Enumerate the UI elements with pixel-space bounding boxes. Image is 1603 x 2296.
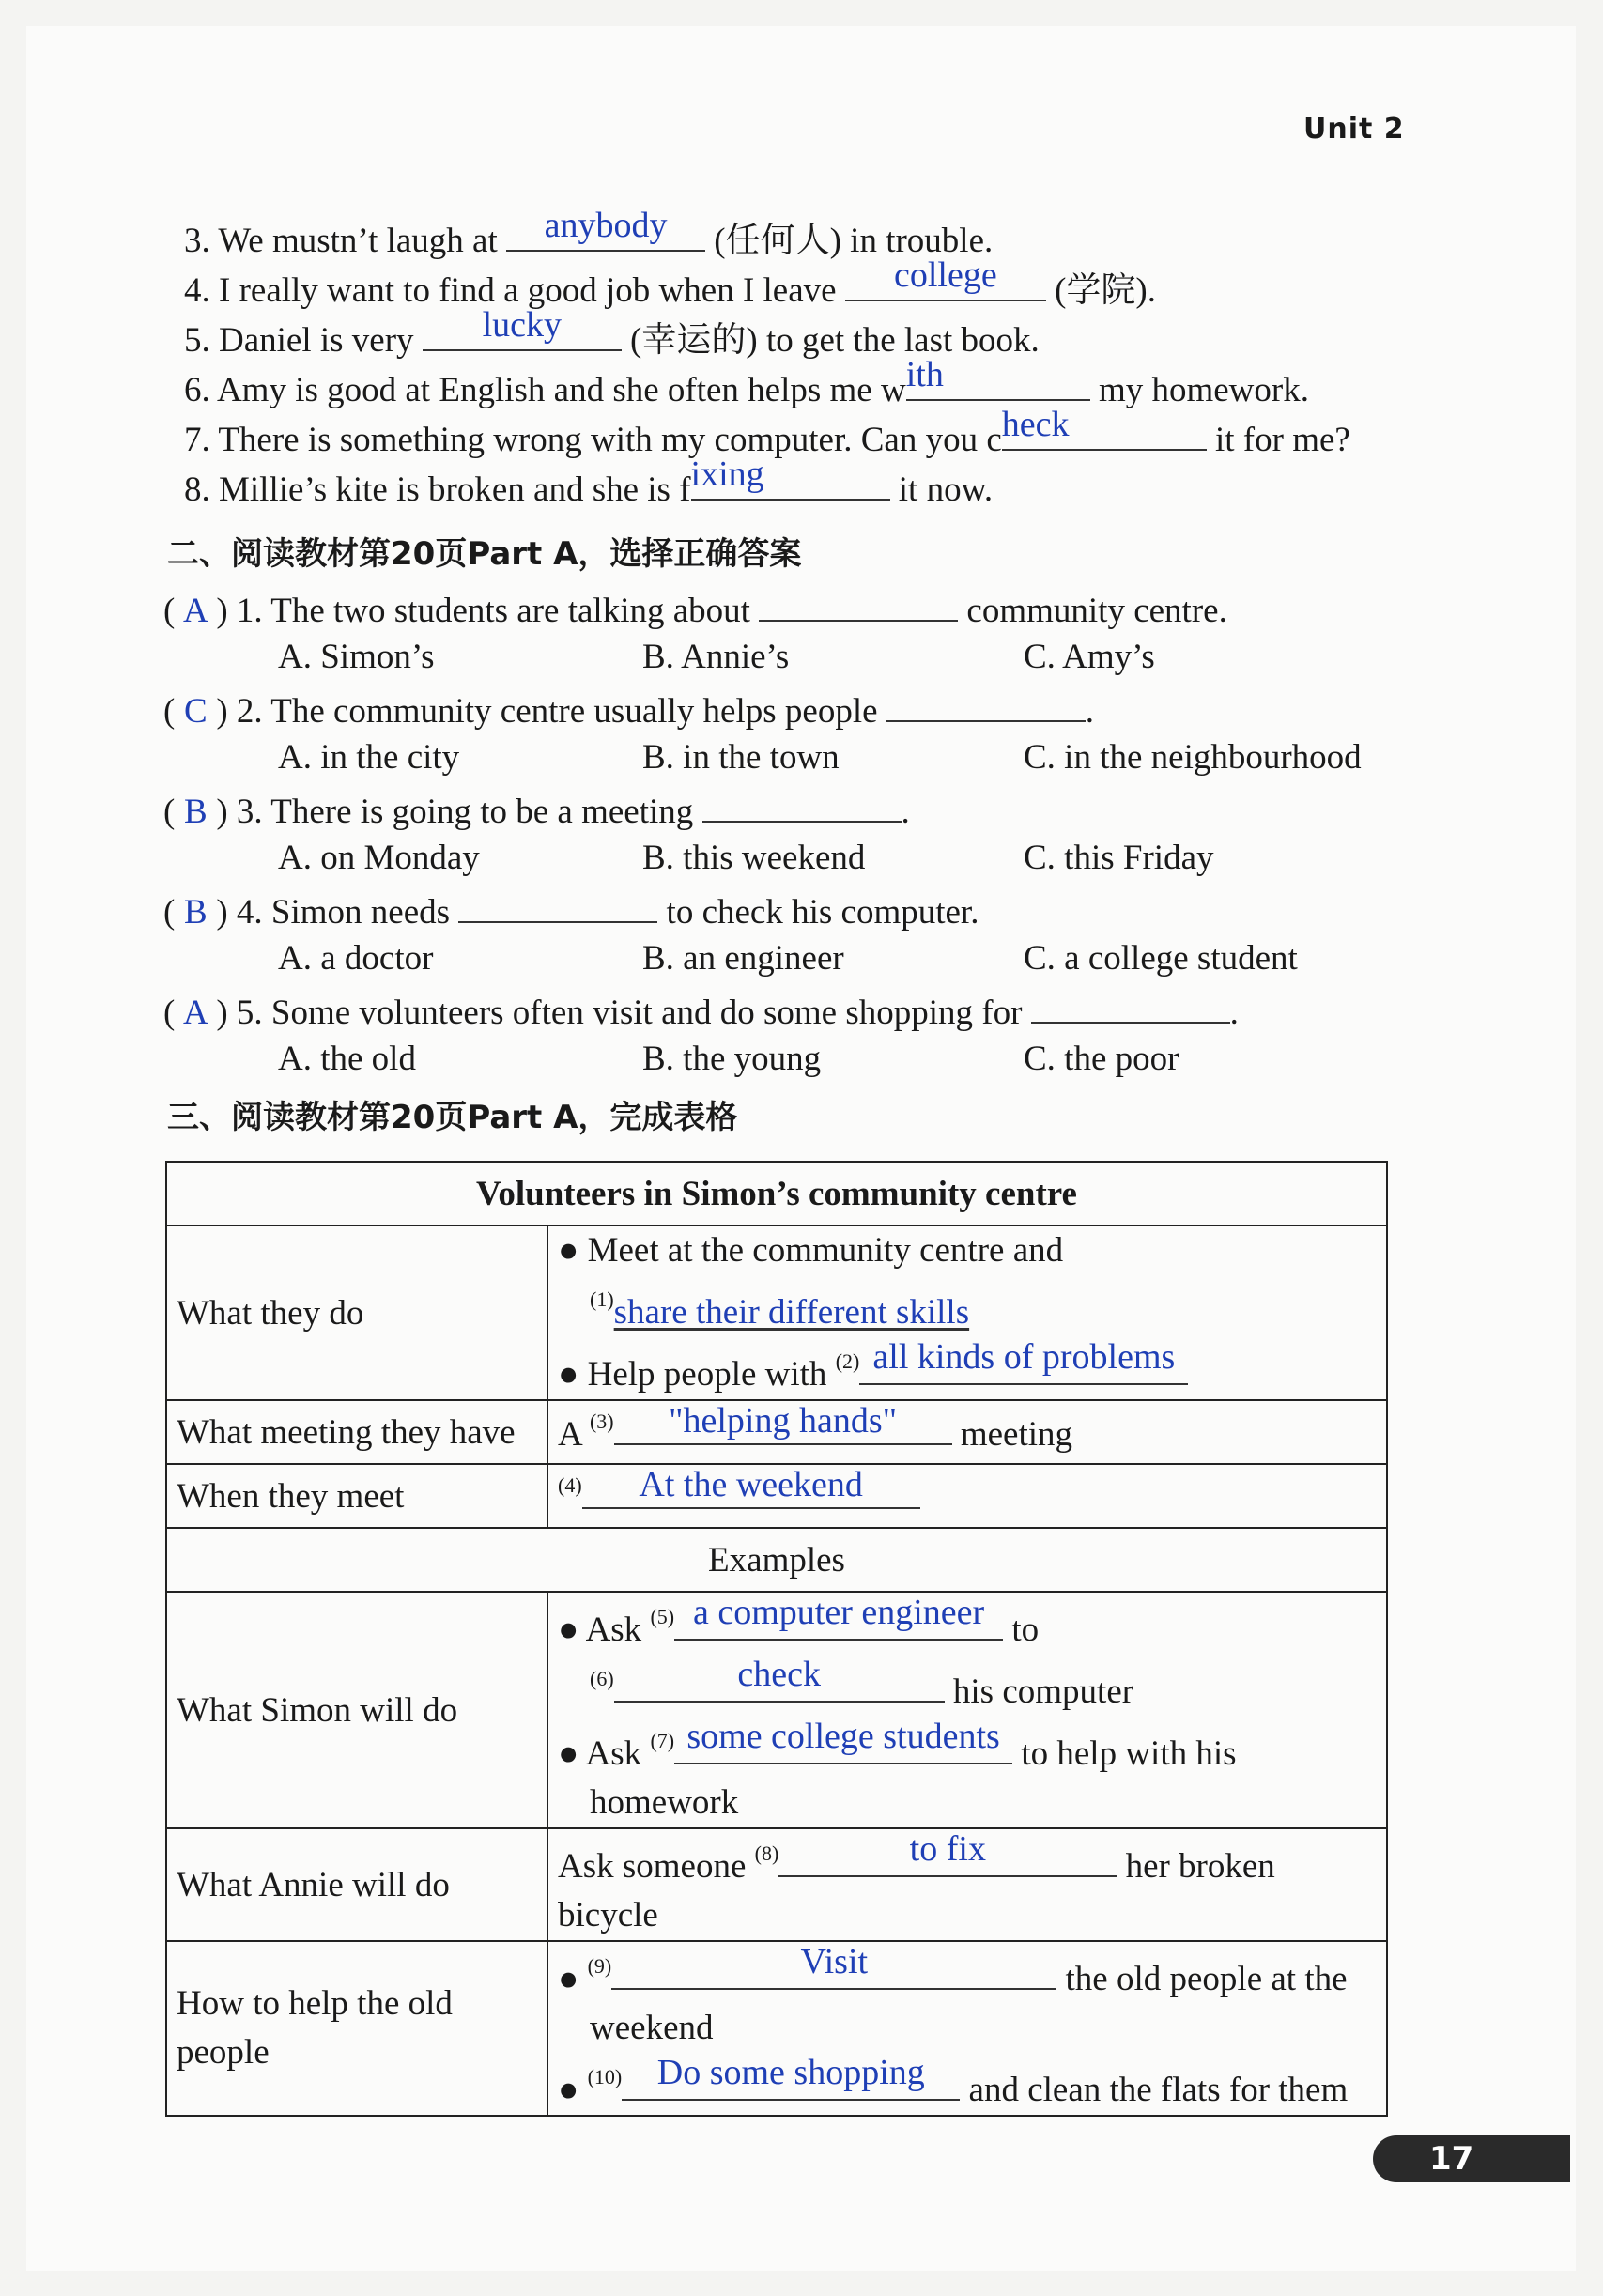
option-a: A. on Monday [278,839,480,877]
bullet-cont: weekend [590,2009,714,2047]
cell-text: meeting [960,1415,1073,1454]
handwritten-answer: to fix [909,1829,986,1869]
option-b: B. this weekend [642,839,866,877]
bullet-item: ● $^{(10)}$ Do some shopping and clean the flats for them [558,2053,1377,2115]
page-number: 17 [1373,2135,1570,2182]
option-a: A. a doctor [278,939,434,978]
fill-text: 3. We mustn’t laugh at [184,222,507,260]
fill-text: 7. There is something wrong with my computer. Can you c [184,421,1002,459]
option-b: B. an engineer [642,939,844,978]
option-b: B. the young [642,1040,822,1078]
question-tail: . [901,793,910,831]
option-a: A. the old [278,1040,416,1078]
mc-question-2: ( C ) 2. The community centre usually helps people . [163,686,1094,734]
mc-question-1: ( A ) 1. The two students are talking about community centre. [163,586,1227,634]
question-blank [702,787,902,823]
row-content [547,1828,1387,1941]
option-b: B. Annie’s [642,638,790,676]
handwritten-answer: Visit [800,1942,869,1981]
bullet-cont [558,1655,1377,1717]
bullet-item: ● Help people with $^{(2)}$ all kinds of problems [558,1337,1377,1399]
option-a: A. Simon’s [278,638,435,676]
fill-text: 5. Daniel is very [184,321,423,360]
bullet-cont: homework [590,1783,739,1822]
table-row [166,1464,1387,1528]
bullet-item: ● Ask $^{(5)}$ a computer engineer to [558,1593,1377,1655]
table-row [166,1592,1387,1828]
cell-text: A [558,1415,581,1454]
blank-number: (5) [650,1605,675,1628]
mc-question-5: ( A ) 5. Some volunteers often visit and do some shopping for . [163,988,1239,1036]
fill-text: 8. Millie’s kite is broken and she is f [184,470,691,509]
handwritten-answer: ixing [690,455,764,494]
handwritten-answer: Do some shopping [656,2053,925,2092]
question-stem: 4. Simon needs [236,893,451,932]
fill-text: (学院). [1045,271,1156,310]
fill-text: it now. [889,470,994,509]
cell-text: Ask [585,1610,642,1649]
option-c: C. a college student [1024,939,1298,978]
fill-text: 6. Amy is good at English and she often helps me w [184,371,906,409]
question-stem: 1. The two students are talking about [236,592,750,630]
handwritten-answer: lucky [482,305,563,345]
answer-blank[interactable] [1001,405,1207,451]
question-blank [458,887,657,923]
answer-blank[interactable] [690,455,890,501]
chosen-answer[interactable]: A [182,994,208,1032]
cell-text: Ask someone [558,1847,747,1886]
chosen-answer[interactable]: C [183,692,208,731]
blank-number: (2) [835,1349,860,1373]
table-row [166,1225,1387,1400]
examples-label: Examples [166,1528,1387,1592]
question-stem: 5. Some volunteers often visit and do some shopping for [236,994,1023,1032]
option-c: C. this Friday [1024,839,1214,877]
table-title: Volunteers in Simon’s community centre [166,1162,1387,1225]
blank-number: (10) [587,2065,623,2088]
blank-number: (8) [754,1841,779,1865]
answer-blank[interactable] [905,355,1090,401]
option-c: C. in the neighbourhood [1024,738,1362,777]
cell-text: to help with his [1021,1734,1237,1773]
question-tail: to check his computer. [666,893,979,932]
row-content [547,1941,1387,2116]
fill-text: it for me? [1206,421,1350,459]
fill-line-8 [184,455,994,513]
table-row [166,1941,1387,2116]
handwritten-answer: ith [905,355,944,394]
blank-number: (6) [590,1667,614,1690]
bullet-cont [558,1275,1377,1337]
answer-blank[interactable] [614,1655,945,1703]
option-b: B. in the town [642,738,840,777]
bullet-item: ● Meet at the community centre and [558,1231,1064,1270]
question-tail: . [1229,994,1239,1032]
row-content [547,1400,1387,1464]
cell-line [558,1829,1377,1891]
bullet-item: ● Ask $^{(7)}$ some college students to help with his [558,1717,1377,1779]
row-content [547,1464,1387,1528]
answer-blank[interactable] [845,255,1046,301]
cell-text: her broken [1125,1847,1275,1886]
answer-blank[interactable] [622,2053,960,2101]
fill-text: (幸运的) to get the last book. [621,321,1040,360]
answer-blank[interactable] [674,1717,1012,1764]
cell-text: his computer [952,1672,1134,1711]
fill-text: 4. I really want to find a good job when I leave [184,271,845,310]
handwritten-answer: "helping hands" [669,1401,898,1441]
handwritten-answer: heck [1001,405,1070,444]
fill-text: my homework. [1089,371,1309,409]
blank-number: (7) [650,1729,675,1752]
chosen-answer[interactable]: B [183,893,208,932]
volunteer-table [165,1161,1388,2117]
bullet-text: Help people with [587,1355,827,1394]
mc-question-3: ( B ) 3. There is going to be a meeting . [163,787,910,835]
option-c: C. Amy’s [1024,638,1155,676]
question-stem: 3. There is going to be a meeting [236,793,694,831]
blank-number: (1) [590,1287,614,1311]
question-stem: 2. The community centre usually helps people [236,692,878,731]
mc-question-4: ( B ) 4. Simon needs to check his computer. [163,887,979,935]
row-content [547,1592,1387,1828]
section-2-title: 二、阅读教材第20页Part A，选择正确答案 [167,535,802,573]
cell-line: bicycle [558,1896,658,1934]
answer-blank[interactable] [778,1829,1117,1877]
answer-blank[interactable] [614,1401,952,1445]
question-blank [1031,988,1230,1024]
handwritten-answer: all kinds of problems [872,1337,1176,1377]
unit-label: Unit 2 [1303,113,1405,146]
row-label: What they do [166,1225,547,1400]
row-label: What meeting they have [166,1400,547,1464]
question-blank [759,586,958,622]
handwritten-answer[interactable]: share their different skills [613,1293,970,1332]
table-row [166,1400,1387,1464]
table-row [166,1828,1387,1941]
bullet-text: Meet at the community centre and [587,1231,1064,1270]
answer-blank[interactable] [423,305,622,351]
cell-text: and clean the flats for them [968,2071,1349,2109]
handwritten-answer: anybody [544,206,668,245]
cell-text: Ask [585,1734,642,1773]
cell-text: to [1011,1610,1040,1649]
fill-text: (任何人) in trouble. [705,222,994,260]
question-tail: . [1085,692,1095,731]
blank-number: (9) [587,1954,612,1978]
row-label: What Annie will do [166,1828,547,1941]
fill-line-4 [184,255,1156,314]
answer-blank[interactable] [611,1942,1056,1990]
blank-number: (3) [589,1410,614,1433]
question-blank [886,686,1086,722]
blank-number: (4) [558,1473,582,1497]
chosen-answer[interactable]: A [182,592,208,630]
row-label: When they meet [166,1464,547,1528]
cell-text: the old people at the [1065,1960,1348,1998]
answer-blank[interactable] [582,1465,920,1509]
handwritten-answer: At the weekend [639,1465,863,1504]
answer-blank[interactable] [506,206,705,252]
handwritten-answer: a computer engineer [693,1593,985,1632]
chosen-answer[interactable]: B [183,793,208,831]
section-3-title: 三、阅读教材第20页Part A，完成表格 [167,1099,738,1136]
handwritten-answer: college [893,255,997,295]
question-tail: community centre. [966,592,1227,630]
option-c: C. the poor [1024,1040,1179,1078]
bullet-item: ● $^{(9)}$ Visit the old people at the [558,1942,1377,2004]
row-content [547,1225,1387,1400]
handwritten-answer: some college students [686,1717,1000,1756]
handwritten-answer: check [737,1655,821,1694]
row-label: How to help the old people [166,1941,547,2116]
row-label: What Simon will do [166,1592,547,1828]
option-a: A. in the city [278,738,460,777]
answer-blank[interactable] [859,1337,1188,1385]
